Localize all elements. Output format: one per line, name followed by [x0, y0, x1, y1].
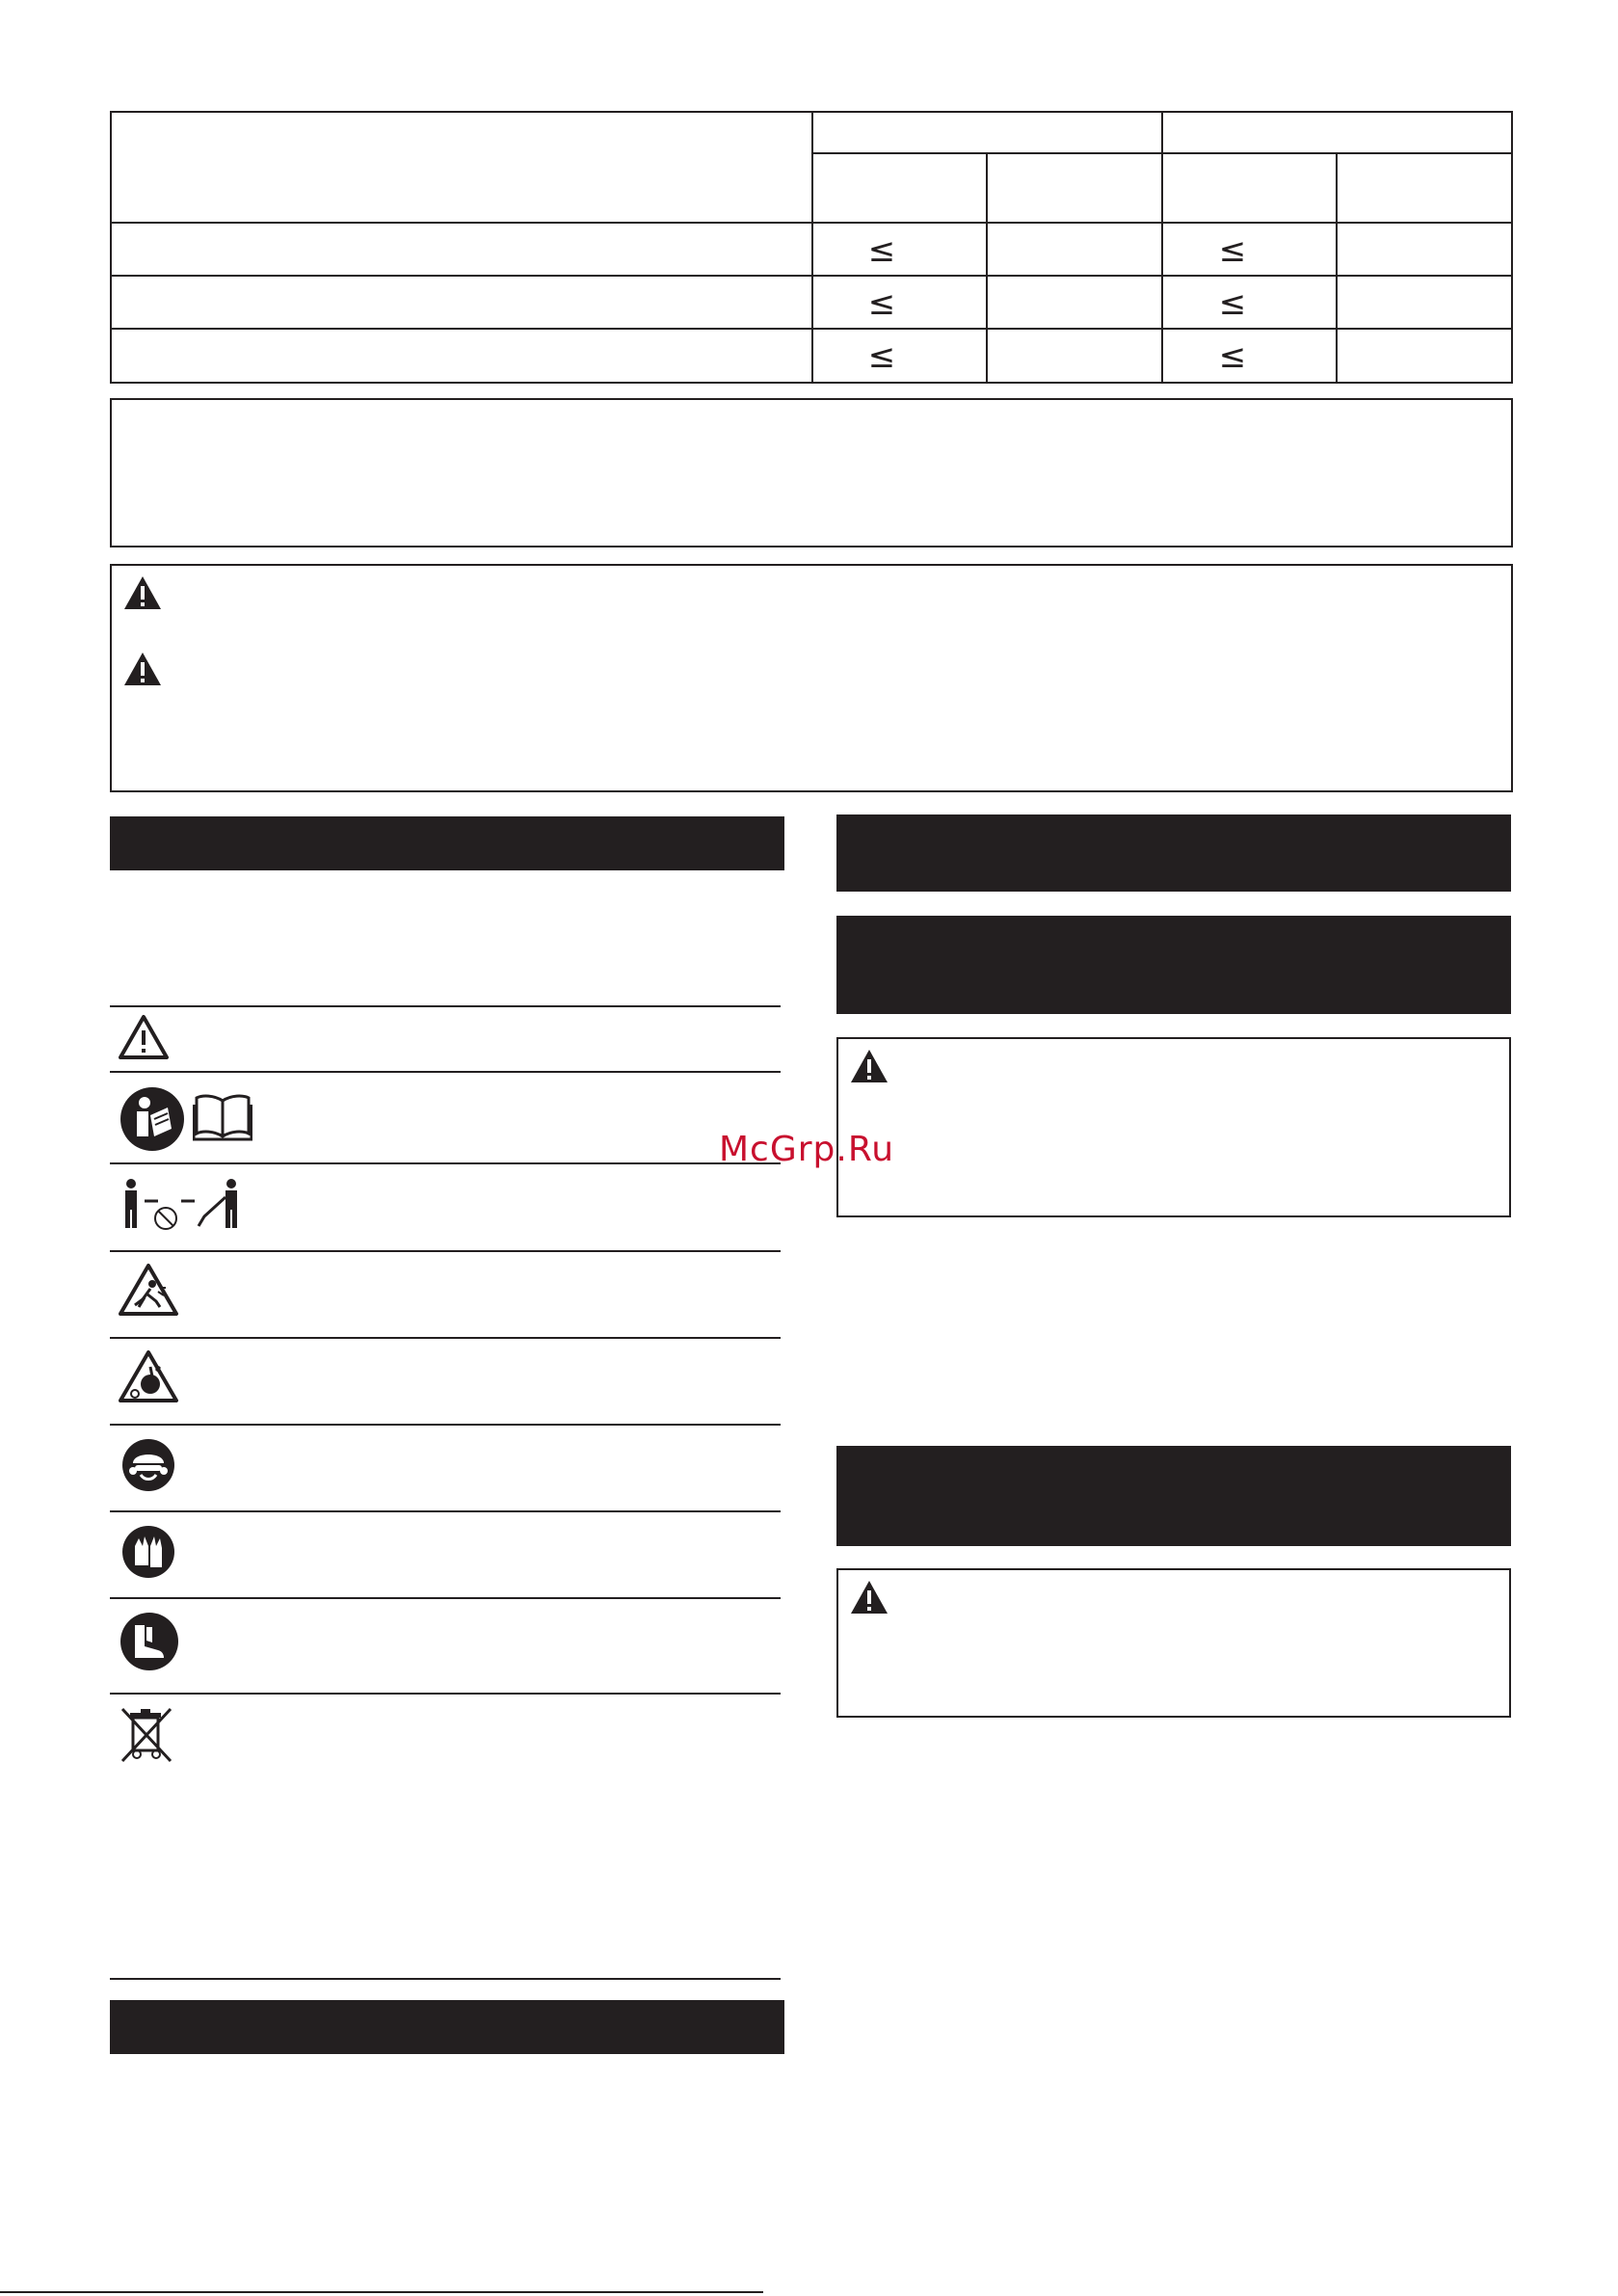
- keep-distance-icon: [118, 1178, 245, 1232]
- protective-gloves-icon: [121, 1525, 175, 1579]
- rotating-blade-hazard-icon: [118, 1349, 179, 1403]
- warning-triangle-icon: [118, 1014, 170, 1060]
- warning-triangle-icon: [850, 1580, 889, 1615]
- read-manual-icon: [119, 1086, 185, 1152]
- warning-triangle-icon: [123, 575, 162, 610]
- footer-rule: [0, 2291, 763, 2293]
- section-heading-bar: [110, 816, 784, 870]
- warning-box: [110, 564, 1513, 792]
- watermark: McGrp.Ru: [719, 1130, 895, 1169]
- open-book-icon: [193, 1093, 252, 1141]
- helmet-goggles-earmuffs-icon: [121, 1438, 175, 1492]
- safety-boots-icon: [119, 1612, 179, 1671]
- warning-box: [836, 1568, 1511, 1718]
- section-heading-bar: [836, 1446, 1511, 1546]
- section-heading-bar: [110, 2000, 784, 2054]
- leq-symbol: ≤: [867, 337, 896, 376]
- warning-box: [836, 1037, 1511, 1217]
- crossed-out-wheelie-bin-icon: [119, 1706, 173, 1764]
- note-box: [110, 398, 1513, 547]
- leq-symbol: ≤: [867, 231, 896, 270]
- flying-debris-icon: [118, 1263, 179, 1317]
- leq-symbol: ≤: [1218, 337, 1247, 376]
- warning-triangle-icon: [850, 1049, 889, 1083]
- leq-symbol: ≤: [1218, 284, 1247, 323]
- section-heading-bar: [836, 814, 1511, 892]
- section-heading-bar: [836, 916, 1511, 1014]
- leq-symbol: ≤: [1218, 231, 1247, 270]
- warning-triangle-icon: [123, 652, 162, 686]
- leq-symbol: ≤: [867, 284, 896, 323]
